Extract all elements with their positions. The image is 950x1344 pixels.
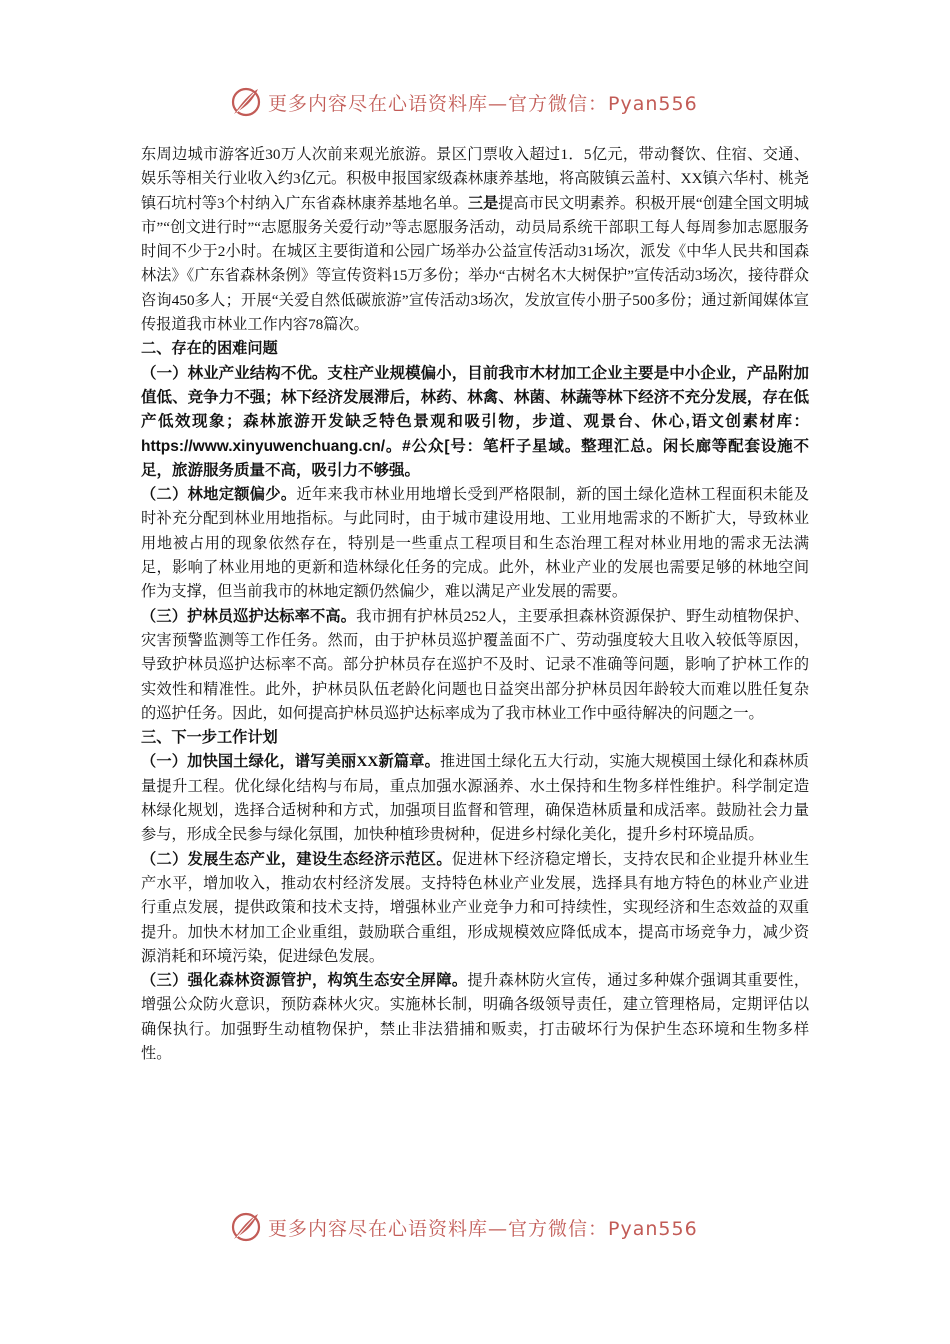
paragraph-4: （三）护林员巡护达标率不高。我市拥有护林员252人，主要承担森林资源保护、野生动植物保护、灾害预警监测等工作任务。然而，由于护林员巡护覆盖面不广、劳动强度较大且收入较低等原因，导致护林员巡护达标率不高。部分护林员存在巡护不及时、记录不准确等问题，影响了护林工作的实效性和精准性。此外，护林员队伍老龄化问题也日益突出部分护林员因年龄较大而难以胜任复杂的巡护任务。因此，如何提高护林员巡护达标率成为了我市林业工作中亟待解决的问题之一。 xyxy=(141,607,810,722)
banner-text: 更多内容尽在心语资料库—官方微信：Pyan556 xyxy=(268,92,698,115)
section-heading-2: 二、存在的困难问题 xyxy=(141,340,278,358)
paragraph-6: （二）发展生态产业，建设生态经济示范区。促进林下经济稳定增长，支持农民和企业提升林业生产水平，增加收入，推动农村经济发展。支持特色林业产业发展，选择具有地方特色的林业产业进行重点发展，提供政策和技术支持，增强林业产业竞争力和可持续性，实现经济和生态效益的双重提升。加快木材加工企业重组，鼓励联合重组，形成规模效应降低成本，提高市场竞争力，减少资源消耗和环境污染，促进绿色发展。 xyxy=(141,850,810,965)
section-heading-3: 三、下一步工作计划 xyxy=(141,729,278,747)
header-banner xyxy=(228,82,728,122)
paragraph-5: （一）加快国土绿化，谱写美丽XX新篇章。推进国土绿化五大行动，实施大规模国土绿化和森林质量提升工程。优化绿化结构与布局，重点加强水源涵养、水土保持和生物多样性维护。科学制定造林绿化规划，选择合适树种和方式，加强项目监督和管理，确保造林质量和成活率。鼓励社会力量参与，形成全民参与绿化氛围，加快种植珍贵树种，促进乡村绿化美化，提升乡村环境品质。 xyxy=(141,753,809,844)
paragraph-7: （三）强化森林资源管护，构筑生态安全屏障。提升森林防火宣传，通过多种媒介强调其重要性，增强公众防火意识，预防森林火灾。实施林长制，明确各级领导责任，建立管理格局，定期评估以确保执行。加强野生动植物保护，禁止非法猎捕和贩卖，打击破坏行为保护生态环境和生物多样性。 xyxy=(141,972,810,1062)
wechat-id: Pyan556 xyxy=(608,1217,698,1240)
paragraph-3: （二）林地定额偏少。近年来我市林业用地增长受到严格限制，新的国土绿化造林工程面积未能及时补充分配到林业用地指标。与此同时，由于城市建设用地、工业用地需求的不断扩大，导致林业用地被占用的现象依然存在，特别是一些重点工程项目和生态治理工程对林业用地的需求无法满足，影响了林业用地的更新和造林绿化任务的完成。此外，林业产业的发展也需要足够的林地空间作为支撑，但当前我市的林地定额仍然偏少，难以满足产业发展的需要。 xyxy=(141,486,810,601)
paragraph-2: （一）林业产业结构不优。支柱产业规模偏小，目前我市木材加工企业主要是中小企业，产品附加值低、竞争力不强；林下经济发展滞后，林药、林禽、林菌、林蔬等林下经济不充分发展，存在低产低效现象；森林旅游开发缺乏特色景观和吸引物，步道、观景台、休心,语文创素材库：https://www.xinyuwenchuang.cn/。#公众[号：笔杆子星域。整理汇总。闲长廊等配套设施不足，旅游服务质量不高，吸引力不够强。 xyxy=(141,364,809,479)
feather-logo-icon xyxy=(228,84,264,120)
banner-text: 更多内容尽在心语资料库—官方微信：Pyan556 xyxy=(268,1217,698,1240)
paragraph-1-bold: 三是 xyxy=(467,194,499,212)
feather-logo-icon xyxy=(228,1209,264,1245)
footer-banner xyxy=(228,1207,728,1247)
document-body xyxy=(141,143,809,1066)
paragraph-1: 东周边城市游客近30万人次前来观光旅游。景区门票收入超过1．5亿元，带动餐饮、住宿、交通、娱乐等相关行业收入约3亿元。积极申报国家级森林康养基地，将高陂镇云盖村、XX镇六华村、桃尧镇石坑村等3个村纳入广东省森林康养基地名单。三是提高市民文明素养。积极开展“创建全国文明城市”“创文进行时”“志愿服务关爱行动”等志愿服务活动，动员局系统干部职工每人每周参加志愿服务时间不少于2小时。在城区主要街道和公园广场举办公益宣传活动31场次，派发《中华人民共和国森林法》《广东省森林条例》等宣传资料15万多份；举办“古树名木大树保护”宣传活动3场次，接待群众咨询450多人；开展“关爱自然低碳旅游”宣传活动3场次，发放宣传小册子500多份；通过新闻媒体宣传报道我市林业工作内容78篇次。 xyxy=(141,146,809,334)
wechat-id: Pyan556 xyxy=(608,92,698,115)
